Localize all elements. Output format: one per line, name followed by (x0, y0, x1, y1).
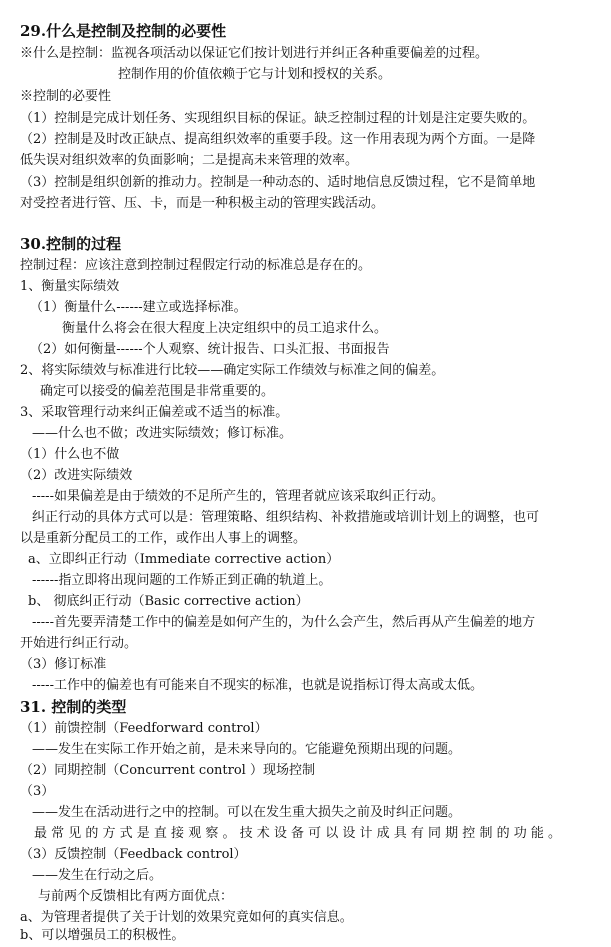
text-line: 控制过程：应该注意到控制过程假定行动的标准总是存在的。 (20, 258, 372, 273)
text-line: 开始进行纠正行动。 (20, 636, 138, 651)
text-line: a、为管理者提供了关于计划的效果究竟如何的真实信息。 (20, 910, 353, 925)
text-line: ※控制的必要性 (20, 89, 112, 104)
text-line: （3） (20, 784, 55, 799)
text-line: 与前两个反馈相比有两方面优点： (38, 889, 234, 904)
text-line: ——什么也不做；改进实际绩效；修订标准。 (32, 426, 293, 441)
section-31-title: 31. 控制的类型 (20, 698, 127, 716)
text-line: -----首先要弄清楚工作中的偏差是如何产生的，为什么会产生，然后再从产生偏差的地方 (32, 615, 535, 630)
text-line: 2、将实际绩效与标准进行比较——确定实际工作绩效与标准之间的偏差。 (20, 363, 445, 378)
text-line: （1）衡量什么------建立或选择标准。 (30, 300, 247, 315)
text-line: b、 彻底纠正行动（Basic corrective action） (28, 594, 309, 609)
text-line: ------指立即将出现问题的工作矫正到正确的轨道上。 (32, 573, 332, 588)
text-line: （1）控制是完成计划任务、实现组织目标的保证。缺乏控制过程的计划是注定要失败的。 (20, 111, 536, 126)
text-line: （2）改进实际绩效 (20, 468, 133, 483)
text-line: a、立即纠正行动（Immediate corrective action） (28, 552, 340, 567)
text-line: （2）如何衡量------个人观察、统计报告、口头汇报、书面报告 (30, 342, 390, 357)
text-line: （2）控制是及时改正缺点、提高组织效率的重要手段。这一作用表现为两个方面。一是降 (20, 132, 536, 147)
text-line: 低失误对组织效率的负面影响；二是提高未来管理的效率。 (20, 153, 359, 168)
text-line: -----工作中的偏差也有可能来自不现实的标准，也就是说指标订得太高或太低。 (32, 678, 483, 693)
text-line: 对受控者进行管、压、卡，而是一种积极主动的管理实践活动。 (20, 196, 385, 211)
text-line: （1）前馈控制（Feedforward control） (20, 721, 268, 736)
text-line: 以是重新分配员工的工作，或作出人事上的调整。 (20, 531, 307, 546)
text-line: 确定可以接受的偏差范围是非常重要的。 (40, 384, 275, 399)
text-line: （3）控制是组织创新的推动力。控制是一种动态的、适时地信息反馈过程，它不是简单地 (20, 175, 536, 190)
text-line: b、可以增强员工的积极性。 (20, 928, 185, 943)
text-line: 最 常 见 的 方 式 是 直 接 观 察 。 技 术 设 备 可 以 设 计 成 具 有 同 期 控 制 的 功 能 。 (34, 826, 561, 841)
text-line: 3、采取管理行动来纠正偏差或不适当的标准。 (20, 405, 289, 420)
text-line: （2）同期控制（Concurrent control ）现场控制 (20, 763, 315, 778)
section-30-title: 30.控制的过程 (20, 235, 122, 253)
text-line: （1）什么也不做 (20, 447, 120, 462)
text-line: （3）反馈控制（Feedback control） (20, 847, 247, 862)
text-line: （3）修订标准 (20, 657, 107, 672)
text-line: 1、衡量实际绩效 (20, 279, 120, 294)
text-line: ——发生在实际工作开始之前，是未来导向的。它能避免预期出现的问题。 (32, 742, 462, 757)
text-line: ——发生在行动之后。 (32, 868, 163, 883)
text-line: -----如果偏差是由于绩效的不足所产生的，管理者就应该采取纠正行动。 (32, 489, 444, 504)
section-29-title: 29.什么是控制及控制的必要性 (20, 22, 227, 40)
text-line: 衡量什么将会在很大程度上决定组织中的员工追求什么。 (62, 321, 388, 336)
text-line: 纠正行动的具体方式可以是：管理策略、组织结构、补救措施或培训计划上的调整，也可 (32, 510, 540, 525)
text-line: ——发生在活动进行之中的控制。可以在发生重大损失之前及时纠正问题。 (32, 805, 462, 820)
text-line: 控制作用的价值依赖于它与计划和授权的关系。 (118, 67, 392, 82)
text-line: ※什么是控制：监视各项活动以保证它们按计划进行并纠正各种重要偏差的过程。 (20, 46, 489, 61)
